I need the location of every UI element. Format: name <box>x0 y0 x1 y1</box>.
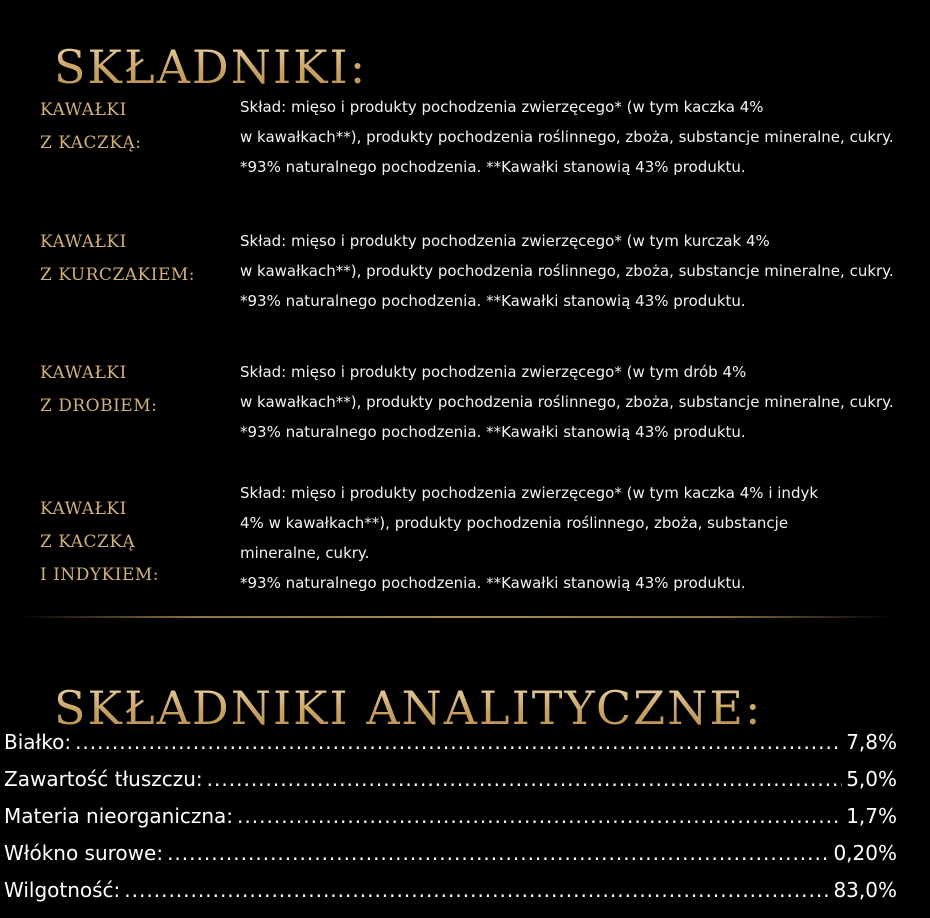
analytics-list <box>4 730 897 915</box>
section-label-line: KAWAŁKI <box>40 363 127 383</box>
desc-line: w kawałkach**), produkty pochodzenia roślinnego, zboża, substancje mineralne, cukry. <box>240 262 894 280</box>
desc-line: *93% naturalnego pochodzenia. **Kawałki stanowią 43% produktu. <box>240 292 746 310</box>
section-label-line: KAWAŁKI <box>40 232 127 252</box>
analytics-name: Włókno surowe: <box>4 841 164 865</box>
section-label-line: Z DROBIEM: <box>40 396 158 416</box>
desc-line: Skład: mięso i produkty pochodzenia zwierzęcego* (w tym kurczak 4% <box>240 232 770 250</box>
section-desc-poultry <box>240 357 930 447</box>
analytics-value: 0,20% <box>833 841 897 865</box>
desc-line: 4% w kawałkach**), produkty pochodzenia roślinnego, zboża, substancje <box>240 514 789 532</box>
section-label-line: KAWAŁKI <box>40 100 127 120</box>
analytics-heading: SKŁADNIKI ANALITYCZNE: <box>54 681 763 736</box>
desc-line: Skład: mięso i produkty pochodzenia zwierzęcego* (w tym drób 4% <box>240 363 747 381</box>
analytics-value: 7,8% <box>846 730 897 754</box>
gold-divider <box>18 616 892 618</box>
analytics-row-fat <box>4 767 897 804</box>
section-desc-duck-turkey <box>240 478 930 598</box>
dot-leader <box>124 878 829 902</box>
analytics-name: Wilgotność: <box>4 878 121 902</box>
analytics-row-ash <box>4 804 897 841</box>
section-label-duck-turkey <box>40 493 230 592</box>
desc-line: Skład: mięso i produkty pochodzenia zwierzęcego* (w tym kaczka 4% <box>240 98 764 116</box>
section-label-line: Z KURCZAKIEM: <box>40 265 195 285</box>
analytics-value: 5,0% <box>846 767 897 791</box>
analytics-name: Materia nieorganiczna: <box>4 804 234 828</box>
analytics-value: 1,7% <box>846 804 897 828</box>
desc-line: w kawałkach**), produkty pochodzenia roślinnego, zboża, substancje mineralne, cukry. <box>240 128 894 146</box>
section-label-line: Z KACZKĄ: <box>40 133 142 153</box>
desc-line: *93% naturalnego pochodzenia. **Kawałki stanowią 43% produktu. <box>240 574 746 592</box>
analytics-name: Zawartość tłuszczu: <box>4 767 203 791</box>
desc-line: *93% naturalnego pochodzenia. **Kawałki stanowią 43% produktu. <box>240 423 746 441</box>
desc-line: mineralne, cukry. <box>240 544 370 562</box>
analytics-row-moisture <box>4 878 897 915</box>
desc-line: *93% naturalnego pochodzenia. **Kawałki stanowią 43% produktu. <box>240 158 746 176</box>
analytics-row-protein <box>4 730 897 767</box>
ingredients-heading: SKŁADNIKI: <box>54 39 368 94</box>
dot-leader <box>237 804 842 828</box>
section-label-chicken <box>40 226 230 292</box>
section-label-duck <box>40 94 230 160</box>
dot-leader <box>167 841 829 865</box>
section-label-poultry <box>40 357 230 423</box>
analytics-value: 83,0% <box>833 878 897 902</box>
dot-leader <box>207 767 843 791</box>
section-label-line: Z KACZKĄ <box>40 532 136 552</box>
dot-leader <box>75 730 842 754</box>
section-label-line: I INDYKIEM: <box>40 565 160 585</box>
analytics-name: Białko: <box>4 730 72 754</box>
desc-line: Skład: mięso i produkty pochodzenia zwierzęcego* (w tym kaczka 4% i indyk <box>240 484 819 502</box>
analytics-row-fibre <box>4 841 897 878</box>
desc-line: w kawałkach**), produkty pochodzenia roślinnego, zboża, substancje mineralne, cukry. <box>240 393 894 411</box>
section-desc-duck <box>240 92 930 182</box>
section-desc-chicken <box>240 226 930 316</box>
section-label-line: KAWAŁKI <box>40 499 127 519</box>
